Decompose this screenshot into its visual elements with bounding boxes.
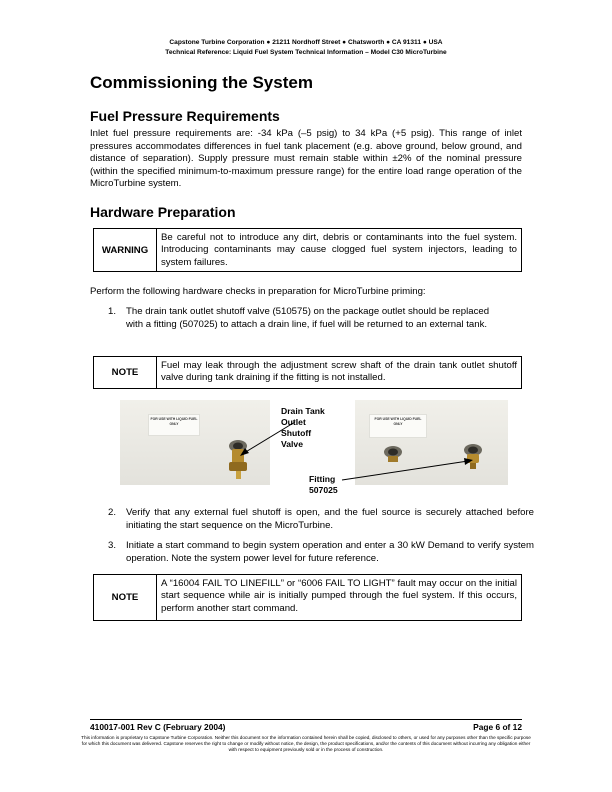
note-label: NOTE <box>94 357 157 388</box>
note-label: NOTE <box>94 575 157 620</box>
warning-box <box>93 228 522 272</box>
page-number: Page 6 of 12 <box>473 722 522 732</box>
caption-line: Valve <box>281 439 303 449</box>
note-box <box>93 356 522 389</box>
valve-caption <box>281 406 325 450</box>
caption-line: Outlet <box>281 417 306 427</box>
sticker-text: FOR USE WITH LIQUID FUEL ONLY <box>374 417 422 426</box>
footer-divider <box>90 719 522 720</box>
fitting-callout-arrow <box>340 455 480 485</box>
sticker-text: FOR USE WITH LIQUID FUEL ONLY <box>150 417 198 426</box>
note-text: Fuel may leak through the adjustment screw shaft of the drain tank outlet shutoff valve during tank draining if the fitting is not installed. <box>161 360 517 384</box>
footer <box>90 722 522 732</box>
step-number: 1. <box>108 306 117 317</box>
step-number: 3. <box>108 540 117 551</box>
list-item <box>108 306 508 331</box>
section-heading-fuel-pressure: Fuel Pressure Requirements <box>90 108 280 124</box>
warning-text: Be careful not to introduce any dirt, debris or contaminants into the fuel system. Introducing contaminants may cause clogged fuel system injectors, leading to system failures. <box>161 232 517 268</box>
header-company: Capstone Turbine Corporation ● 21211 Nordhoff Street ● Chatsworth ● CA 91311 ● USA <box>169 39 443 46</box>
step-text: Verify that any external fuel shutoff is open, and the fuel source is securely attached before initiating the start sequence on the MicroTurbine. <box>126 507 534 531</box>
section-heading-hardware: Hardware Preparation <box>90 204 236 220</box>
note-box <box>93 574 522 621</box>
fuel-pressure-paragraph: Inlet fuel pressure requirements are: -34 kPa (–5 psig) to 34 kPa (+5 psig). This range of inlet pressures accommodates differences in fuel tank placement (e.g. above ground, below ground, and distance of separation). Supply pressure must remain stable within ±2% of the nominal pressure (within the specified minimum-to-maximum pressure range) for the entire load range operation of the MicroTurbine system. <box>90 128 522 189</box>
hardware-intro: Perform the following hardware checks in preparation for MicroTurbine priming: <box>90 286 426 297</box>
caption-line: Shutoff <box>281 428 312 438</box>
warning-label: WARNING <box>94 229 157 271</box>
document-id: 410017-001 Rev C (February 2004) <box>90 722 226 732</box>
page-title: Commissioning the System <box>90 73 313 92</box>
step-text: The drain tank outlet shutoff valve (510575) on the package outlet should be replaced with a fitting (507025) to attach a drain line, if fuel will be returned to an external tank. <box>126 306 490 330</box>
list-item <box>108 507 534 532</box>
list-item <box>108 540 534 565</box>
caption-line: Fitting <box>309 474 336 484</box>
fitting-caption <box>309 474 338 496</box>
footer-disclaimer: This information is proprietary to Capstone Turbine Corporation. Neither this document nor the information contained herein shall be copied, disclosed to others, or used for any purposes other than the specific purpose for which this document was delivered. Capstone reserves the right to change or modify without notice, the design, the product specifications, and/or the contents of this document without incurring any obligation either with respect to equipment previously sold or in the process of construction. <box>81 735 531 753</box>
step-number: 2. <box>108 507 117 518</box>
caption-line: 507025 <box>309 485 338 495</box>
caption-line: Drain Tank <box>281 406 325 416</box>
header-reference: Technical Reference: Liquid Fuel System Technical Information – Model C30 MicroTurbine <box>165 49 447 56</box>
note-text: A “16004 FAIL TO LINEFILL” or “6006 FAIL TO LIGHT” fault may occur on the initial start sequence while air is initially pumped through the fuel system. If this occurs, perform another start command. <box>161 578 517 614</box>
step-text: Initiate a start command to begin system operation and enter a 30 kW Demand to verify system operation. Note the system power level for future reference. <box>126 540 534 564</box>
